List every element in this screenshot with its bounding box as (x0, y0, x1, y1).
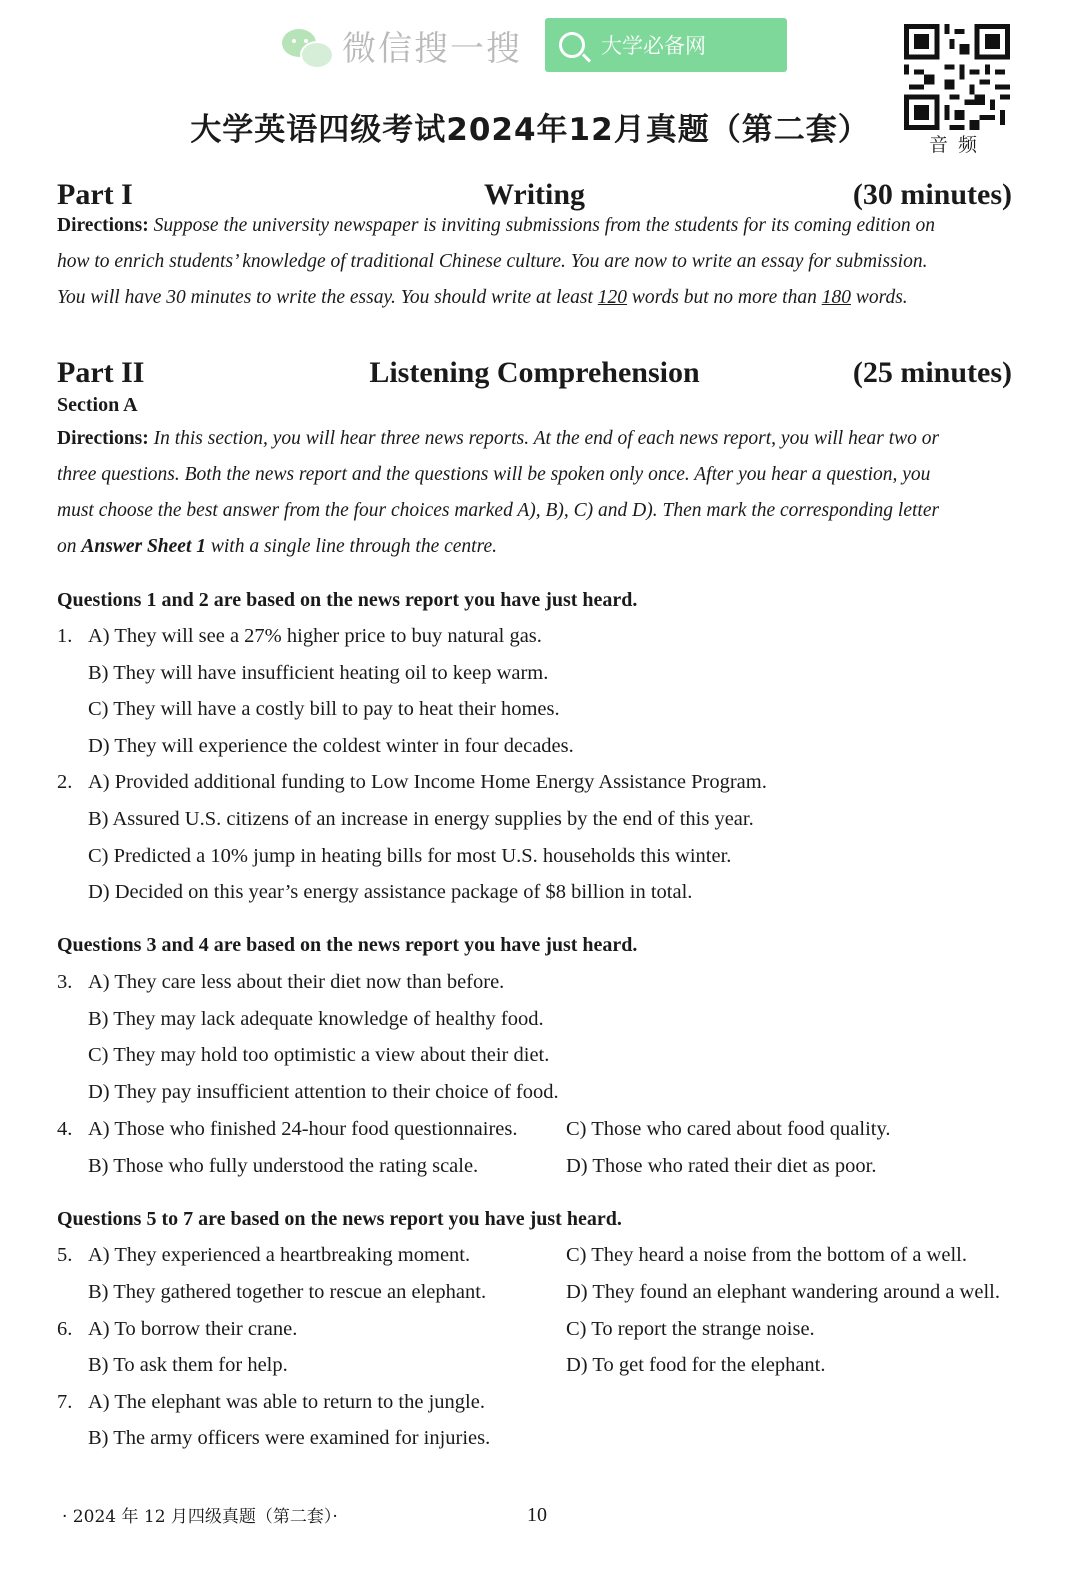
question-number: 7. (57, 1391, 73, 1413)
min-words: 120 (597, 287, 628, 308)
part-2-name: Listening Comprehension (369, 356, 700, 389)
answer-sheet-label: Answer Sheet 1 (81, 536, 206, 557)
part-2-header (57, 356, 1012, 390)
option-c[interactable]: C) Those who cared about food quality. (566, 1118, 891, 1140)
option-b[interactable]: B) They gathered together to rescue an elephant. (88, 1281, 487, 1303)
part-1-label: Part I (57, 178, 133, 211)
part-1-time: (30 minutes) (852, 178, 1012, 211)
option-c[interactable]: C) They heard a noise from the bottom of a well. (566, 1244, 967, 1266)
directions-text: how to enrich students’ knowledge of traditional Chinese culture. You are now to write an essay for submission. (57, 251, 928, 272)
question-number: 2. (57, 771, 73, 793)
question-group-heading: Questions 3 and 4 are based on the news report you have just heard. (57, 934, 638, 956)
option-b[interactable]: B) They may lack adequate knowledge of healthy food. (88, 1008, 544, 1030)
part-1-header (57, 178, 1012, 212)
max-words: 180 (821, 287, 851, 308)
directions-text: Suppose the university newspaper is inviting submissions from the students for its coming edition on (153, 215, 935, 236)
directions-text: words. (850, 287, 908, 308)
directions-text: with a single line through the centre. (205, 536, 497, 557)
option-d[interactable]: D) Those who rated their diet as poor. (566, 1155, 877, 1177)
page-number: 10 (527, 1504, 547, 1526)
page-title: 大学英语四级考试2024年12月真题（第二套） (190, 112, 870, 148)
option-c[interactable]: C) They may hold too optimistic a view about their diet. (88, 1044, 550, 1066)
option-a[interactable]: A) They experienced a heartbreaking moment. (88, 1244, 471, 1266)
footer-exam-name: · 2024 年 12 月四级真题（第二套）· (62, 1507, 338, 1527)
option-d[interactable]: D) They will experience the coldest winter in four decades. (88, 735, 574, 757)
part-1-directions (57, 208, 1017, 316)
directions-label: Directions: (57, 428, 149, 449)
wechat-search-label: 微信搜一搜 (342, 28, 522, 69)
search-icon (559, 32, 585, 58)
part-2-label: Part II (57, 356, 145, 389)
wechat-logo-icon (278, 23, 334, 67)
question-group-heading: Questions 5 to 7 are based on the news report you have just heard. (57, 1208, 622, 1230)
question-number: 4. (57, 1118, 73, 1140)
question-number: 1. (57, 625, 73, 647)
directions-text: must choose the best answer from the four choices marked A), B), C) and D). Then mark the corresponding letter (57, 500, 940, 521)
option-d[interactable]: D) Decided on this year’s energy assistance package of $8 billion in total. (88, 881, 693, 903)
question-group-heading: Questions 1 and 2 are based on the news report you have just heard. (57, 589, 638, 611)
option-a[interactable]: A) They care less about their diet now than before. (88, 971, 505, 993)
directions-text: words but no more than (627, 287, 822, 308)
section-label: Section A (57, 394, 138, 416)
directions-text: In this section, you will hear three news reports. At the end of each news report, you will hear two or (153, 428, 940, 449)
question-number: 3. (57, 971, 73, 993)
search-button[interactable] (545, 18, 787, 72)
option-c[interactable]: C) They will have a costly bill to pay to heat their homes. (88, 698, 560, 720)
option-c[interactable]: C) Predicted a 10% jump in heating bills for most U.S. households this winter. (88, 845, 732, 867)
option-a[interactable]: A) To borrow their crane. (88, 1318, 298, 1340)
option-b[interactable]: B) Assured U.S. citizens of an increase in energy supplies by the end of this year. (88, 808, 754, 830)
option-d[interactable]: D) They pay insufficient attention to their choice of food. (88, 1081, 559, 1103)
option-b[interactable]: B) They will have insufficient heating oil to keep warm. (88, 662, 549, 684)
directions-text: on (57, 536, 82, 557)
part-2-time: (25 minutes) (852, 356, 1012, 389)
option-c[interactable]: C) To report the strange noise. (566, 1318, 815, 1340)
part-2-directions (57, 421, 1017, 565)
option-b[interactable]: B) The army officers were examined for injuries. (88, 1427, 491, 1449)
directions-label: Directions: (57, 215, 149, 236)
option-a[interactable]: A) They will see a 27% higher price to buy natural gas. (88, 625, 542, 647)
directions-text: You will have 30 minutes to write the essay. You should write at least (57, 287, 598, 308)
option-a[interactable]: A) Those who finished 24-hour food questionnaires. (88, 1118, 518, 1140)
option-d[interactable]: D) They found an elephant wandering around a well. (566, 1281, 1000, 1303)
wechat-search-banner (278, 18, 788, 72)
search-keyword: 大学必备网 (601, 34, 706, 58)
option-d[interactable]: D) To get food for the elephant. (566, 1354, 826, 1376)
qr-code-label: 音频 (928, 134, 987, 156)
question-number: 5. (57, 1244, 73, 1266)
option-a[interactable]: A) The elephant was able to return to the jungle. (88, 1391, 485, 1413)
option-b[interactable]: B) Those who fully understood the rating scale. (88, 1155, 479, 1177)
question-number: 6. (57, 1318, 73, 1340)
option-a[interactable]: A) Provided additional funding to Low Income Home Energy Assistance Program. (88, 771, 767, 793)
option-b[interactable]: B) To ask them for help. (88, 1354, 288, 1376)
directions-text: three questions. Both the news report and the questions will be spoken only once. After you hear a question, you (57, 464, 931, 485)
part-1-name: Writing (483, 178, 586, 211)
